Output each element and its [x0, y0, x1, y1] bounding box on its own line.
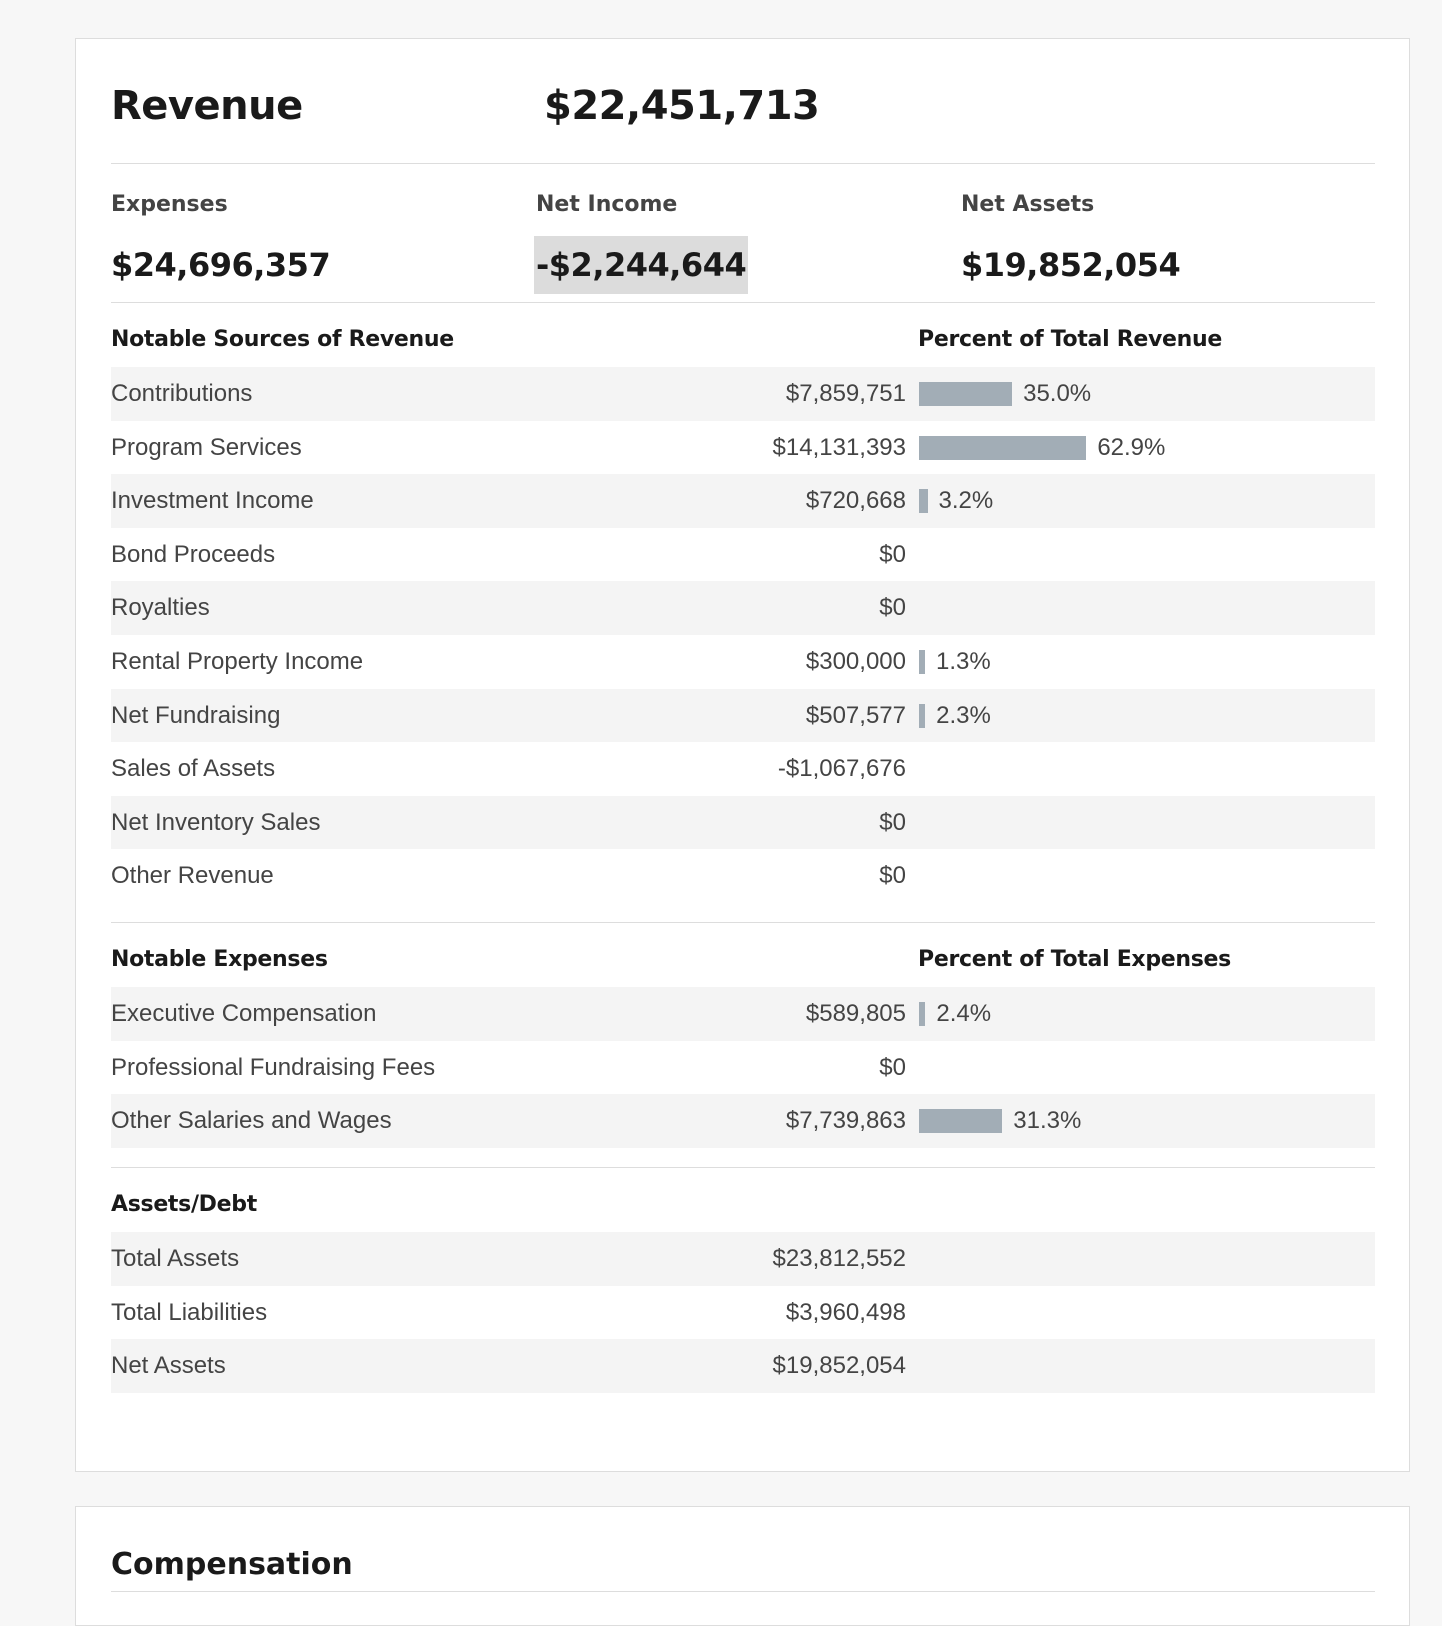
row-label: Royalties — [111, 594, 210, 622]
table-row — [111, 635, 1375, 689]
row-amount: $7,859,751 — [785, 380, 906, 407]
row-amount: $0 — [879, 862, 906, 890]
row-amount: $507,577 — [805, 701, 906, 729]
row-label: Total Liabilities — [111, 1298, 268, 1326]
expenses-stat — [111, 190, 330, 294]
percent-bar — [919, 650, 925, 674]
row-amount: $720,668 — [805, 487, 906, 515]
row-label: Investment Income — [111, 487, 314, 515]
expenses-percent-heading: Percent of Total Expenses — [918, 947, 1231, 972]
percent-label: 1.3% — [936, 647, 991, 675]
table-row — [111, 1232, 1375, 1286]
row-label: Other Revenue — [111, 862, 274, 890]
percent-label: 35.0% — [1023, 380, 1092, 407]
row-amount: $0 — [879, 1053, 906, 1081]
row-label: Total Assets — [111, 1245, 240, 1272]
percent-bar — [919, 382, 1012, 406]
table-row — [111, 689, 1375, 743]
row-label: Bond Proceeds — [111, 540, 276, 568]
net-income-stat — [536, 190, 748, 294]
table-row — [111, 367, 1375, 421]
divider — [111, 1591, 1375, 1592]
row-label: Contributions — [111, 380, 253, 407]
net-assets-stat — [961, 190, 1180, 294]
row-label: Net Fundraising — [111, 701, 281, 729]
compensation-card — [75, 1506, 1410, 1626]
table-row — [111, 1041, 1375, 1095]
percent-bar — [919, 489, 928, 513]
row-label: Professional Fundraising Fees — [111, 1053, 436, 1081]
expenses-label: Expenses — [111, 192, 228, 217]
row-amount: $589,805 — [805, 1000, 906, 1027]
table-row — [111, 581, 1375, 635]
financial-summary-card — [75, 38, 1410, 1472]
percent-bar — [919, 1109, 1002, 1133]
row-amount: $7,739,863 — [785, 1107, 906, 1135]
assets-debt-table — [111, 1232, 1375, 1393]
revenue-sources-table — [111, 367, 1375, 903]
table-row — [111, 1094, 1375, 1148]
table-row — [111, 528, 1375, 582]
row-label: Sales of Assets — [111, 755, 276, 783]
revenue-total: $22,451,713 — [544, 83, 820, 129]
row-amount: $0 — [879, 594, 906, 622]
revenue-header — [111, 39, 1375, 131]
expenses-table — [111, 987, 1375, 1148]
divider — [111, 163, 1375, 164]
row-amount: $23,812,552 — [772, 1245, 906, 1272]
percent-bar — [919, 704, 925, 728]
net-assets-label: Net Assets — [961, 192, 1095, 217]
expenses-value: $24,696,357 — [111, 246, 331, 284]
table-row — [111, 742, 1375, 796]
percent-label: 2.3% — [936, 701, 991, 729]
table-row — [111, 421, 1375, 475]
row-amount: $300,000 — [805, 647, 906, 675]
row-label: Executive Compensation — [111, 1000, 377, 1027]
percent-label: 31.3% — [1013, 1107, 1082, 1135]
row-amount: $0 — [879, 808, 906, 836]
table-row — [111, 474, 1375, 528]
net-assets-value: $19,852,054 — [961, 246, 1181, 284]
net-income-value[interactable]: -$2,244,644 — [534, 236, 748, 294]
compensation-title: Compensation — [111, 1547, 353, 1582]
revenue-title: Revenue — [111, 83, 303, 129]
row-amount: $0 — [879, 540, 906, 568]
row-amount: $14,131,393 — [772, 433, 906, 461]
row-amount: $3,960,498 — [785, 1298, 906, 1326]
table-row — [111, 987, 1375, 1041]
divider — [111, 1167, 1375, 1168]
net-income-label: Net Income — [536, 192, 678, 217]
percent-bar — [919, 436, 1086, 460]
row-label: Net Inventory Sales — [111, 808, 321, 836]
percent-bar — [919, 1002, 925, 1026]
percent-label: 3.2% — [938, 487, 994, 515]
row-label: Net Assets — [111, 1352, 226, 1380]
percent-label: 2.4% — [936, 1000, 992, 1027]
divider — [111, 302, 1375, 303]
row-label: Program Services — [111, 433, 302, 461]
table-row — [111, 849, 1375, 903]
row-amount: $19,852,054 — [772, 1352, 906, 1380]
percent-label: 62.9% — [1097, 433, 1166, 461]
table-row — [111, 796, 1375, 850]
assets-debt-heading: Assets/Debt — [111, 1192, 257, 1217]
row-label: Other Salaries and Wages — [111, 1107, 392, 1135]
row-amount: -$1,067,676 — [777, 755, 906, 783]
revenue-sources-heading: Notable Sources of Revenue — [111, 327, 454, 352]
table-row — [111, 1339, 1375, 1393]
row-label: Rental Property Income — [111, 647, 364, 675]
divider — [111, 922, 1375, 923]
revenue-percent-heading: Percent of Total Revenue — [918, 327, 1222, 352]
table-row — [111, 1286, 1375, 1340]
expenses-heading: Notable Expenses — [111, 947, 328, 972]
